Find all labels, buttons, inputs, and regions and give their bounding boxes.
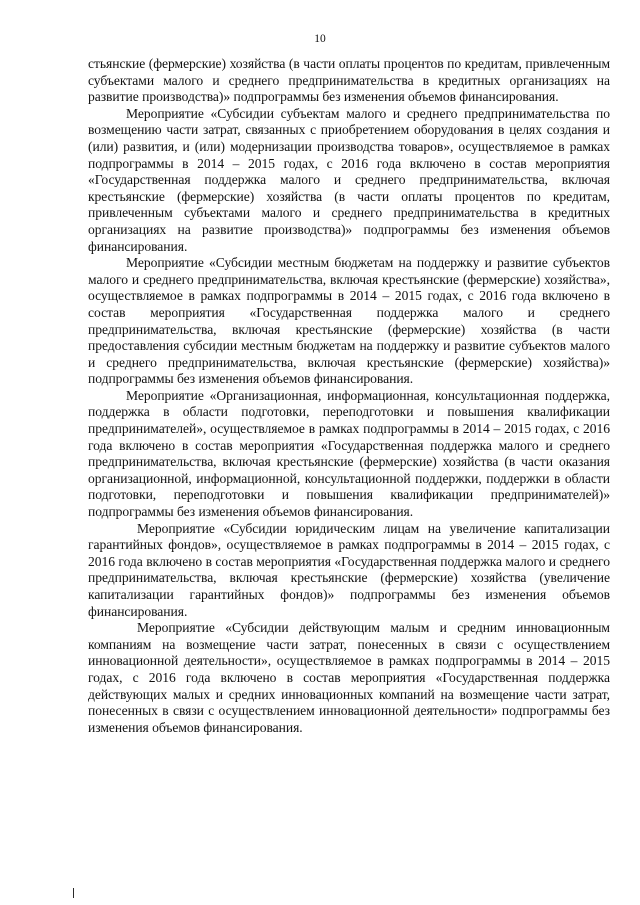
paragraph-innovation-companies: Мероприятие «Субсидии действующим малым и средним инновационным компаниям на возмещение части затрат, понесенных в связи с осуществлением инновационной деятельности», осуществляемое в рамках подпрограммы в 2014 – 2015 годах, с 2016 года включено в состав мероприятия «Государственная поддержка действующих малых и средних инновационных компаний на возмещение части затрат, понесенных в связи с осуществлением инновационной деятельности» подпрограммы без изменения объемов финансирования. xyxy=(88,620,610,735)
scan-artifact-mark xyxy=(73,888,74,898)
page-number: 10 xyxy=(314,33,326,45)
paragraph-equipment-subsidy: Мероприятие «Субсидии субъектам малого и среднего предпринимательства по возмещению части затрат, связанных с приобретением оборудования в целях создания и (или) развития, и (или) модернизации производства товаров», осуществляемое в рамках подпрограммы в 2014 – 2015 годах, с 2016 года включено в состав мероприятия «Государственная поддержка малого и среднего предпринимательства, включая крестьянские (фермерские) хозяйства (в части оплаты процентов по кредитам, привлеченным субъектами малого и среднего предпринимательства в кредитных организациях на развитие производства)» подпрограммы без изменения объемов финансирования. xyxy=(88,105,610,254)
paragraph-local-budget-subsidy: Мероприятие «Субсидии местным бюджетам на поддержку и развитие субъектов малого и среднего предпринимательства, включая крестьянские (фермерские) хозяйства», осуществляемое в рамках подпрограммы в 2014 – 2015 годах, с 2016 года включено в состав мероприятия «Государственная поддержка малого и среднего предпринимательства, включая крестьянские (фермерские) хозяйства (в части предоставления субсидии местным бюджетам на поддержку и развитие субъектов малого и среднего предпринимательства, включая крестьянские (фермерские) хозяйства)» подпрограммы без изменения объемов финансирования. xyxy=(88,255,610,387)
paragraph-guarantee-funds: Мероприятие «Субсидии юридическим лицам на увеличение капитализации гарантийных фондов», осуществляемое в рамках подпрограммы в 2014 – 2015 годах, с 2016 года включено в состав мероприятия «Государственная поддержка малого и среднего предпринимательства, включая крестьянские (фермерские) хозяйства (увеличение капитализации гарантийных фондов)» подпрограммы без изменения объемов финансирования. xyxy=(88,520,610,619)
document-body xyxy=(88,56,610,736)
paragraph-continuation: стьянские (фермерские) хозяйства (в части оплаты процентов по кредитам, привлеченным субъектами малого и среднего предпринимательства в кредитных организациях на развитие производства)» подпрограммы без изменения объемов финансирования. xyxy=(88,56,610,105)
paragraph-consulting-support: Мероприятие «Организационная, информационная, консультационная поддержка, поддержка в области подготовки, переподготовки и повышения квалификации предпринимателей», осуществляемое в рамках подпрограммы в 2014 – 2015 годах, с 2016 года включено в состав мероприятия «Государственная поддержка малого и среднего предпринимательства, включая крестьянские (фермерские) хозяйства (в части оказания организационной, информационной, консультационной поддержки, поддержки в области подготовки, переподготовки и повышения квалификации предпринимателей)» подпрограммы без изменения объемов финансирования. xyxy=(88,387,610,520)
